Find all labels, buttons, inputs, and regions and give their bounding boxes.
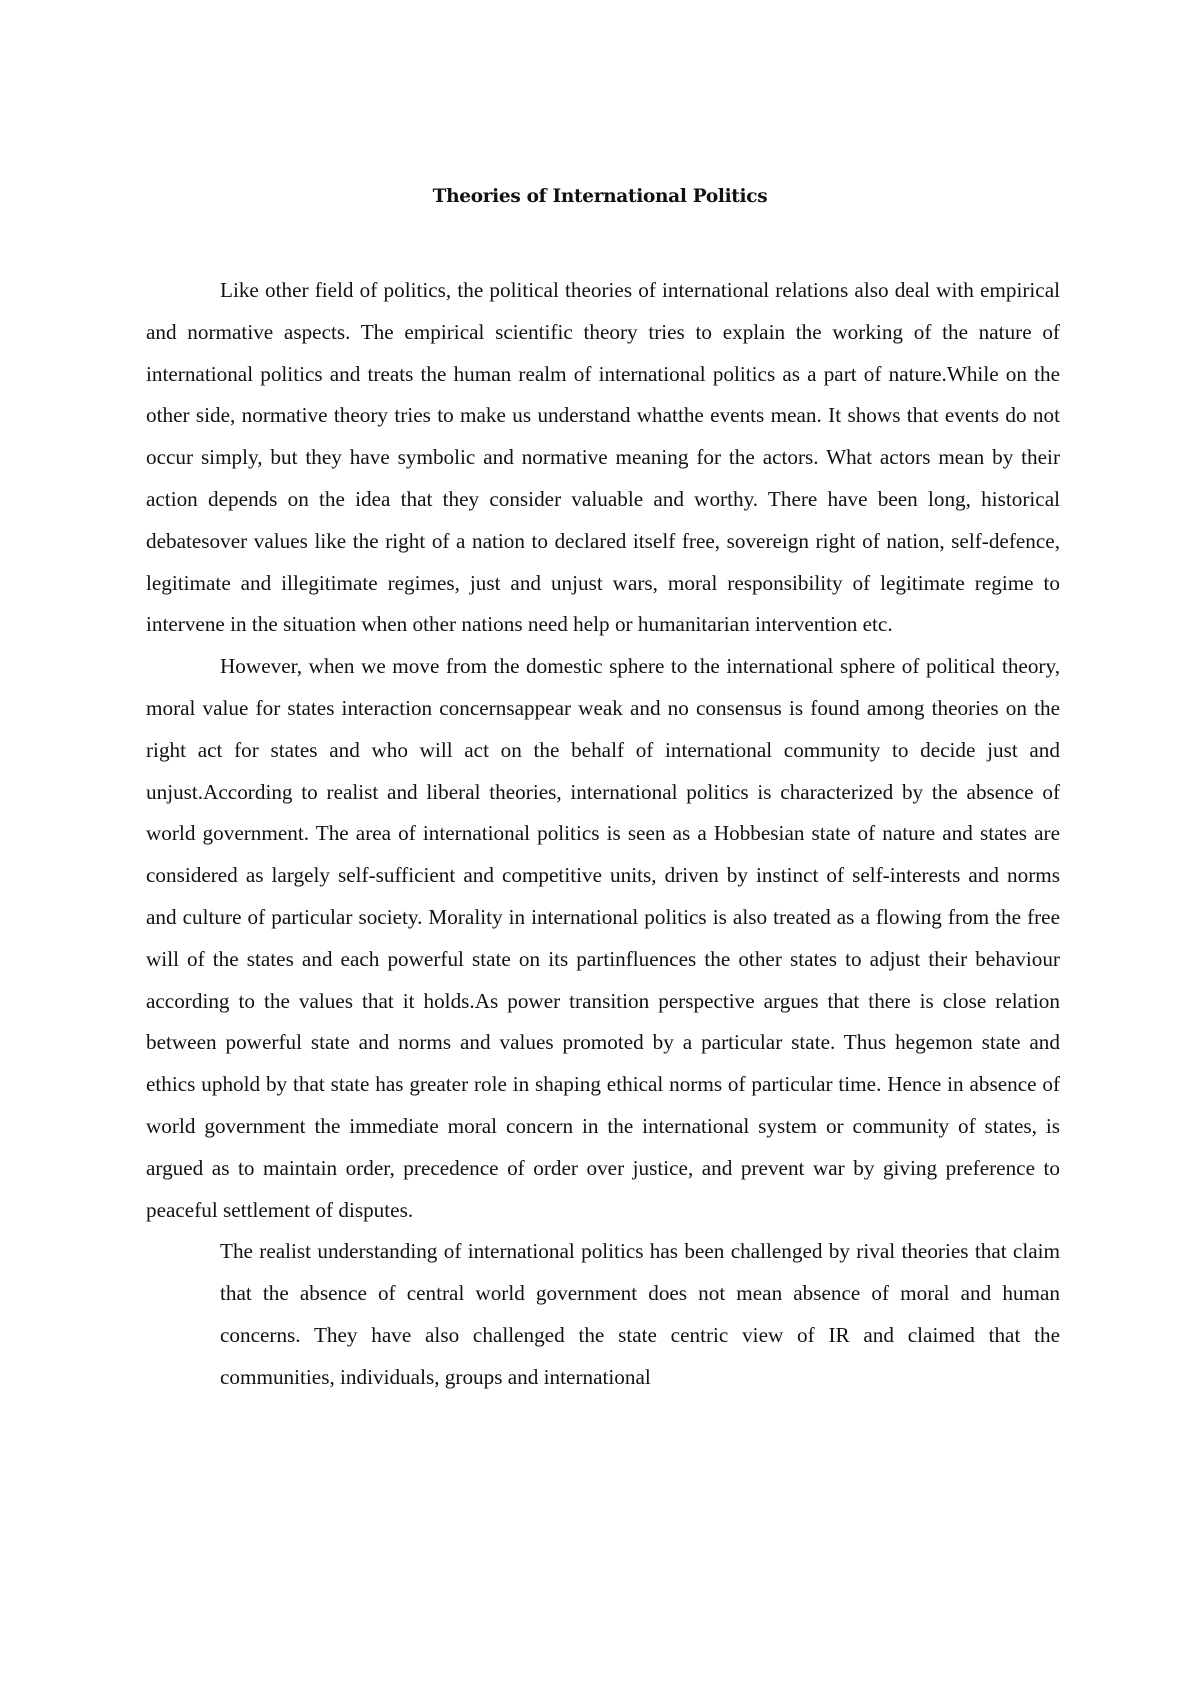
document-title: Theories of International Politics: [432, 186, 768, 207]
document-body: [146, 270, 1060, 1399]
paragraph-1: Like other field of politics, the political theories of international relations also deal with empirical and normative aspects. The empirical scientific theory tries to explain the working of the nature of international politics and treats the human realm of international politics as a part of nature.While on the other side, normative theory tries to make us understand whatthe events mean. It shows that events do not occur simply, but they have symbolic and normative meaning for the actors. What actors mean by their action depends on the idea that they consider valuable and worthy. There have been long, historical debatesover values like the right of a nation to declared itself free, sovereign right of nation, self-defence, legitimate and illegitimate regimes, just and unjust wars, moral responsibility of legitimate regime to intervene in the situation when other nations need help or humanitarian intervention etc.: [146, 278, 1060, 637]
paragraph-3: The realist understanding of international politics has been challenged by rival theories that claim that the absence of central world government does not mean absence of moral and human concerns. They have also challenged the state centric view of IR and claimed that the communities, individuals, groups and international: [220, 1239, 1060, 1389]
paragraph-2: However, when we move from the domestic sphere to the international sphere of political theory, moral value for states interaction concernsappear weak and no consensus is found among theories on the right act for states and who will act on the behalf of international community to decide just and unjust.According to realist and liberal theories, international politics is characterized by the absence of world government. The area of international politics is seen as a Hobbesian state of nature and states are considered as largely self-sufficient and competitive units, driven by instinct of self-interests and norms and culture of particular society. Morality in international politics is also treated as a flowing from the free will of the states and each powerful state on its partinfluences the other states to adjust their behaviour according to the values that it holds.As power transition perspective argues that there is close relation between powerful state and norms and values promoted by a particular state. Thus hegemon state and ethics uphold by that state has greater role in shaping ethical norms of particular time. Hence in absence of world government the immediate moral concern in the international system or community of states, is argued as to maintain order, precedence of order over justice, and prevent war by giving preference to peaceful settlement of disputes.: [146, 654, 1060, 1222]
